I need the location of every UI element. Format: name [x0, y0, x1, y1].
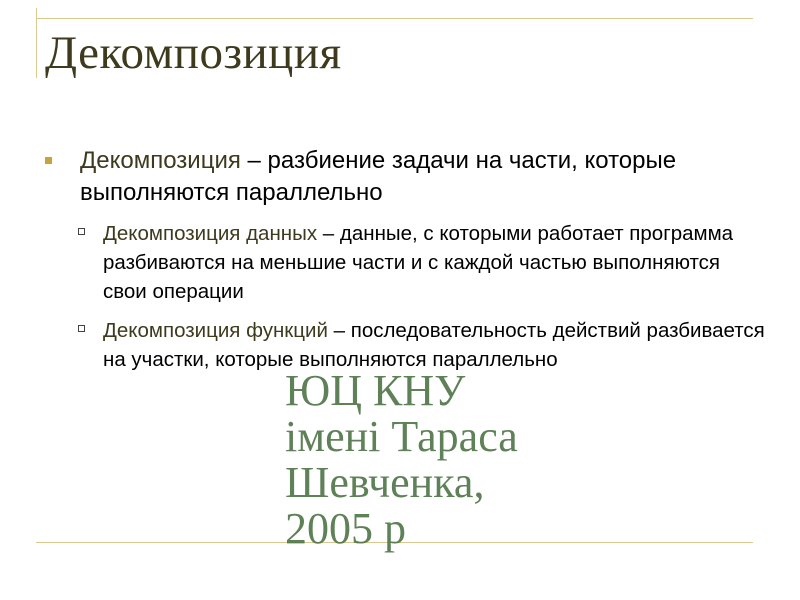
subbullet-item [45, 219, 765, 306]
subbullet-term: Декомпозиция данных [103, 222, 318, 245]
subbullet-item [45, 316, 765, 374]
hollow-square-bullet-icon [78, 228, 85, 235]
hollow-square-bullet-icon [78, 325, 85, 332]
watermark-text: ЮЦ КНУ імені Тараса Шевченка, 2005 р [285, 366, 518, 553]
bullet-item [45, 145, 765, 209]
subbullet-term: Декомпозиция функций [103, 319, 328, 342]
decorative-bottom-rule [36, 542, 753, 543]
slide-title: Декомпозиция [45, 27, 342, 79]
subbullet-text: – последовательность действий разбивается на участки, которые выполняются параллельно [103, 319, 765, 371]
slide-content [45, 145, 765, 374]
bullet-term: Декомпозиция [80, 147, 241, 174]
bullet-text: – разбиение задачи на части, которые выполняются параллельно [80, 147, 677, 206]
square-bullet-icon [45, 157, 52, 164]
decorative-top-rule [36, 18, 753, 19]
subbullet-text: – данные, с которыми работает программа разбиваются на меньшие части и с каждой частью выполняются свои операции [103, 222, 734, 303]
